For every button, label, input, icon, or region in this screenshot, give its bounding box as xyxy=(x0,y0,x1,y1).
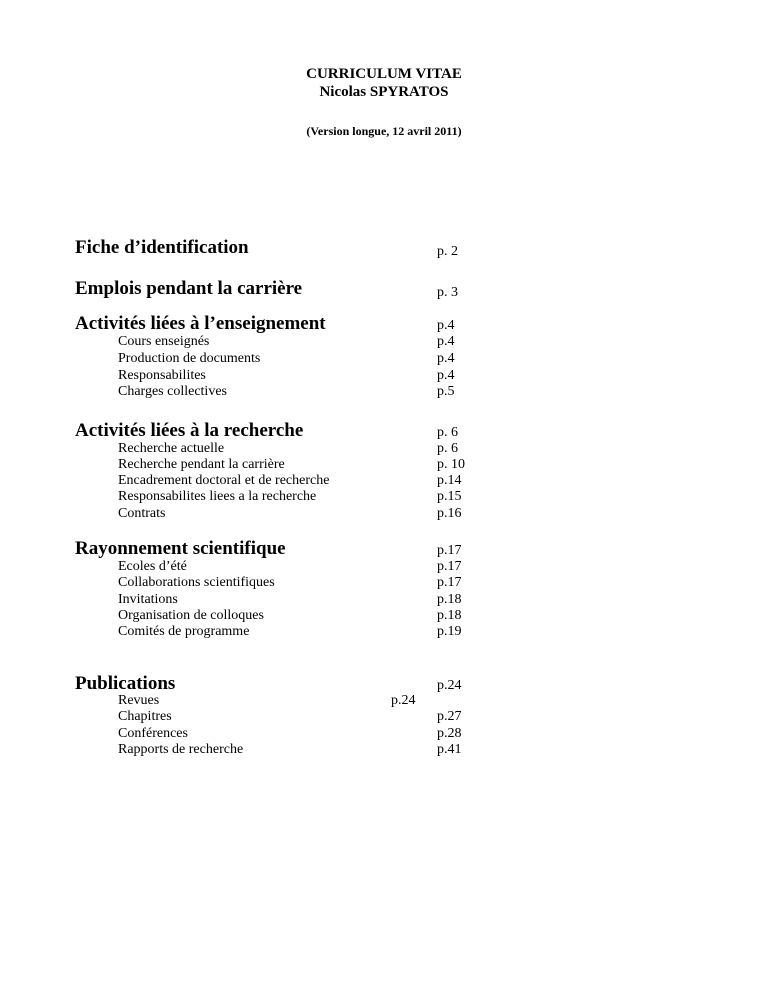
toc-page-emplois: p. 3 xyxy=(437,285,458,300)
toc-heading-fiche: Fiche d’identification xyxy=(75,237,249,258)
toc-item-page: p.18 xyxy=(437,592,462,607)
toc-page-fiche: p. 2 xyxy=(437,244,458,259)
toc-item-page: p.5 xyxy=(437,384,455,399)
toc-item-page: p.4 xyxy=(437,351,455,366)
toc-item-page: p.17 xyxy=(437,575,462,590)
toc-item-page: p.18 xyxy=(437,608,462,623)
toc-item: Responsabilites liees a la recherche xyxy=(118,489,317,504)
toc-item: Production de documents xyxy=(118,351,261,366)
toc-page-enseignement: p.4 xyxy=(437,318,455,333)
toc-heading-recherche: Activités liées à la recherche xyxy=(75,420,304,441)
toc-item-page: p.4 xyxy=(437,368,455,383)
toc-heading-enseignement: Activités liées à l’enseignement xyxy=(75,313,326,334)
toc-page-publications: p.24 xyxy=(437,678,462,693)
toc-item-page: p.24 xyxy=(391,693,416,708)
toc-item: Organisation de colloques xyxy=(118,608,264,623)
toc-item-page: p.17 xyxy=(437,559,462,574)
author-name: Nicolas SPYRATOS xyxy=(319,84,449,100)
toc-item: Cours enseignés xyxy=(118,334,210,349)
toc-item: Ecoles d’été xyxy=(118,559,187,574)
toc-item: Rapports de recherche xyxy=(118,742,244,757)
toc-heading-emplois: Emplois pendant la carrière xyxy=(75,278,303,299)
toc-item-page: p.4 xyxy=(437,334,455,349)
toc-item: Contrats xyxy=(118,506,166,521)
toc-item: Encadrement doctoral et de recherche xyxy=(118,473,330,488)
toc-page-recherche: p. 6 xyxy=(437,425,458,440)
toc-item-page: p. 10 xyxy=(437,457,465,472)
toc-item: Comités de programme xyxy=(118,624,250,639)
toc-heading-publications: Publications xyxy=(75,673,176,694)
version-note: (Version longue, 12 avril 2011) xyxy=(306,124,462,138)
toc-item: Revues xyxy=(118,693,160,708)
toc-item-page: p.28 xyxy=(437,726,462,741)
toc-item-page: p.41 xyxy=(437,742,462,757)
toc-item: Collaborations scientifiques xyxy=(118,575,275,590)
toc-item-page: p.19 xyxy=(437,624,462,639)
toc-item: Recherche actuelle xyxy=(118,441,225,456)
toc-item: Recherche pendant la carrière xyxy=(118,457,285,472)
toc-item: Chapitres xyxy=(118,709,172,724)
toc-item: Invitations xyxy=(118,592,178,607)
toc-item-page: p. 6 xyxy=(437,441,458,456)
toc-item: Responsabilites xyxy=(118,368,206,383)
toc-item: Conférences xyxy=(118,726,188,741)
toc-item-page: p.14 xyxy=(437,473,462,488)
toc-heading-rayonnement: Rayonnement scientifique xyxy=(75,538,286,559)
document-title: CURRICULUM VITAE xyxy=(306,66,462,82)
toc-item-page: p.15 xyxy=(437,489,462,504)
toc-page-rayonnement: p.17 xyxy=(437,543,462,558)
toc-item-page: p.27 xyxy=(437,709,462,724)
toc-item-page: p.16 xyxy=(437,506,462,521)
toc-item: Charges collectives xyxy=(118,384,227,399)
